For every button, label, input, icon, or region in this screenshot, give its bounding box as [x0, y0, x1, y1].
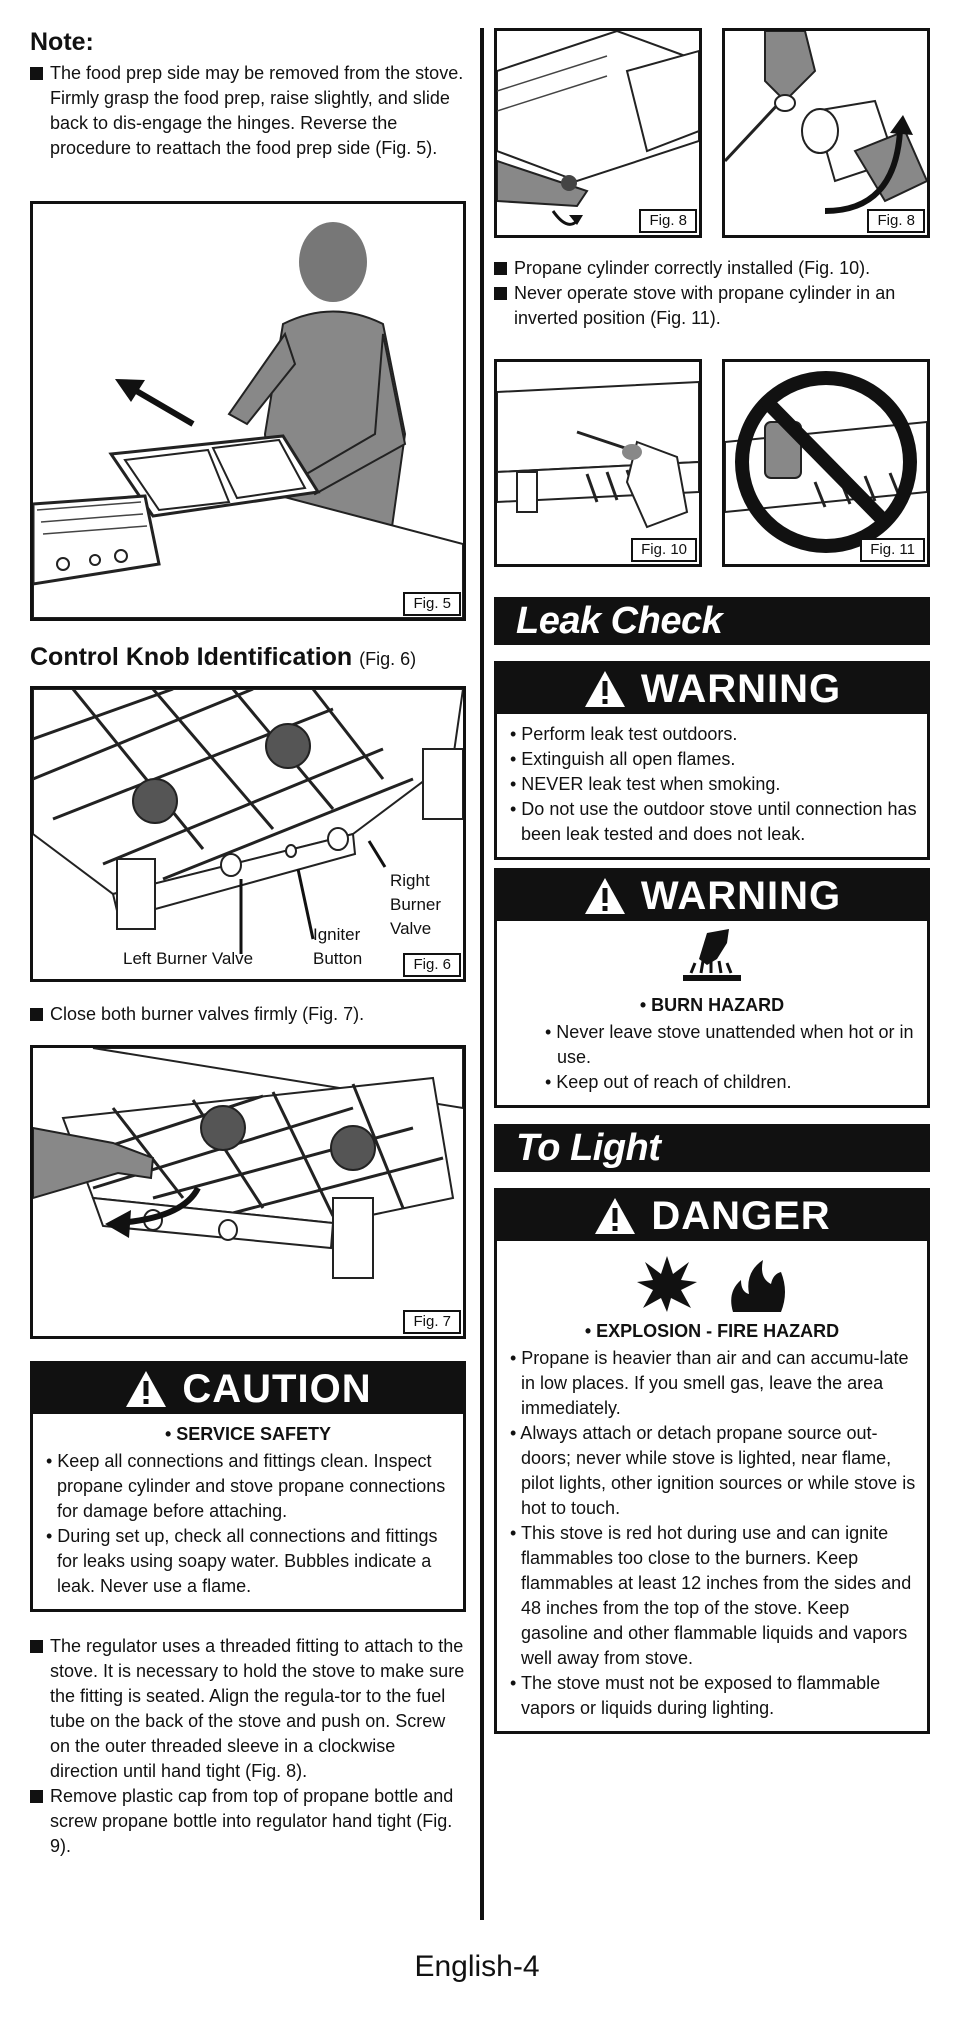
warning-box-leak — [494, 661, 930, 860]
figure-8b — [722, 28, 930, 238]
caution-header-text: CAUTION — [182, 1366, 372, 1411]
warning-triangle-icon — [593, 1196, 637, 1236]
warning1-item-1: • Perform leak test outdoors. — [510, 724, 738, 744]
danger-item-2: • Always attach or detach propane source out-doors; never while stove is lighted, near flame, pilot lights, other ignition sources or while stove is hot to touch. — [510, 1423, 916, 1518]
fig11-label: Fig. 11 — [860, 538, 925, 562]
control-heading-ref: (Fig. 6) — [359, 649, 417, 669]
caution-item-2: • During set up, check all connections and fittings for leaks using soapy water. Bubbles indicate a leak. Never use a flame. — [46, 1526, 438, 1596]
regulator-text: The regulator uses a threaded fitting to attach to the stove. It is necessary to hold the stove to make sure the fitting is seated. Align the regula-tor to the fuel tube on the back of the stove and push on. Screw on the outer threaded sleeve in a clockwise direction until hand tight (Fig. 8). — [50, 1636, 465, 1781]
control-knob-heading — [30, 643, 466, 672]
burn-hazard-icon — [677, 929, 747, 989]
danger-item-1: • Propane is heavier than air and can accumu-late in low places. If you smell gas, leave the area immediately. — [510, 1348, 909, 1418]
burn-hazard-icon-wrap — [507, 929, 917, 993]
column-divider — [480, 28, 484, 1920]
warning-box-burn — [494, 868, 930, 1108]
danger-header-text: DANGER — [651, 1193, 831, 1238]
square-bullet-icon — [30, 1640, 43, 1653]
note-title: Note: — [30, 28, 94, 56]
control-heading-text: Control Knob Identification — [30, 643, 353, 671]
fig8a-label: Fig. 8 — [639, 209, 697, 233]
warning2-item-1: • Never leave stove unattended when hot or in use. — [545, 1022, 914, 1067]
fig7-illustration — [33, 1048, 463, 1336]
danger-icons — [507, 1249, 917, 1319]
square-bullet-icon — [30, 1008, 43, 1021]
danger-box — [494, 1188, 930, 1734]
warning-triangle-icon — [583, 876, 627, 916]
square-bullet-icon — [30, 1790, 43, 1803]
callout-igniter-1: Igniter — [313, 925, 361, 944]
note-paragraph — [30, 61, 466, 161]
warning1-body — [497, 714, 927, 857]
square-bullet-icon — [30, 67, 43, 80]
remove-cap-text: Remove plastic cap from top of propane bottle and screw propane bottle into regulator hand tight (Fig. 9). — [50, 1786, 454, 1856]
warning2-item-2: • Keep out of reach of children. — [545, 1072, 792, 1092]
warning-triangle-icon — [583, 669, 627, 709]
never-inverted-text: Never operate stove with propane cylinder in an inverted position (Fig. 11). — [514, 283, 896, 328]
warning1-item-4: • Do not use the outdoor stove until connection has been leak tested and does not leak. — [510, 799, 917, 844]
fig5-illustration — [33, 204, 463, 618]
explosion-icon — [637, 1256, 697, 1312]
fig8a-illustration — [497, 31, 699, 235]
fig6-label: Fig. 6 — [403, 953, 461, 977]
note-text: The food prep side may be removed from the stove. Firmly grasp the food prep, raise slightly, and slide back to dis-engage the hinges. Reverse the procedure to reattach the food prep side (Fig. 5). — [50, 63, 464, 158]
leak-check-banner: Leak Check — [494, 597, 930, 645]
danger-header — [497, 1191, 927, 1241]
figure-5 — [30, 201, 466, 621]
fig10-row — [494, 359, 930, 567]
fig10-label: Fig. 10 — [631, 538, 697, 562]
close-valves-text: Close both burner valves firmly (Fig. 7). — [50, 1004, 365, 1024]
warning1-header-text: WARNING — [640, 666, 842, 711]
callout-right-3: Valve — [390, 919, 432, 938]
fig5-label: Fig. 5 — [403, 592, 461, 616]
warning2-header — [497, 871, 927, 921]
warning2-subtitle: • BURN HAZARD — [639, 995, 785, 1015]
figure-11 — [722, 359, 930, 567]
caution-box — [30, 1361, 466, 1612]
figure-7 — [30, 1045, 466, 1339]
warning2-header-text: WARNING — [640, 873, 842, 918]
fig8b-label: Fig. 8 — [867, 209, 925, 233]
regulator-paragraph — [30, 1634, 466, 1784]
caution-header — [33, 1364, 463, 1414]
figure-6 — [30, 686, 466, 982]
callout-igniter-2: Button — [313, 949, 363, 968]
warning2-body — [497, 921, 927, 1105]
square-bullet-icon — [494, 262, 507, 275]
fig8-row — [494, 28, 930, 238]
warning1-item-3: • NEVER leak test when smoking. — [510, 774, 781, 794]
warning1-item-2: • Extinguish all open flames. — [510, 749, 736, 769]
callout-right-2: Burner — [390, 895, 442, 914]
fire-icon — [727, 1256, 787, 1312]
right-column — [494, 28, 930, 1734]
left-column — [30, 28, 466, 1859]
caution-subtitle: • SERVICE SAFETY — [164, 1424, 331, 1444]
never-inverted-paragraph — [494, 281, 930, 331]
caution-body — [33, 1414, 463, 1609]
warning-triangle-icon — [124, 1369, 168, 1409]
danger-subtitle: • EXPLOSION - FIRE HAZARD — [584, 1321, 840, 1341]
warning1-header — [497, 664, 927, 714]
fig8b-illustration — [725, 31, 927, 235]
danger-body — [497, 1241, 927, 1731]
cylinder-installed-text: Propane cylinder correctly installed (Fig. 10). — [514, 258, 871, 278]
caution-item-1: • Keep all connections and fittings clean. Inspect propane cylinder and stove propane connections for damage before attaching. — [46, 1451, 446, 1521]
to-light-banner: To Light — [494, 1124, 930, 1172]
figure-8a — [494, 28, 702, 238]
fig10-illustration — [497, 362, 699, 564]
fig11-illustration — [725, 362, 927, 564]
callout-right-1: Right — [390, 871, 430, 890]
figure-10 — [494, 359, 702, 567]
fig7-label: Fig. 7 — [403, 1310, 461, 1334]
danger-item-4: • The stove must not be exposed to flammable vapors or liquids during lighting. — [510, 1673, 881, 1718]
cylinder-installed-paragraph — [494, 256, 930, 281]
callout-left-burner: Left Burner Valve — [123, 949, 254, 968]
square-bullet-icon — [494, 287, 507, 300]
close-valves-paragraph — [30, 1002, 466, 1027]
remove-cap-paragraph — [30, 1784, 466, 1859]
danger-item-3: • This stove is red hot during use and can ignite flammables too close to the burners. Keep flammables at least 12 inches from the sides and 48 inches from the top of the stove. Keep gasoline and other flammable liquids and vapors well away from stove. — [510, 1523, 912, 1668]
page-number: English-4 — [414, 1950, 540, 1983]
